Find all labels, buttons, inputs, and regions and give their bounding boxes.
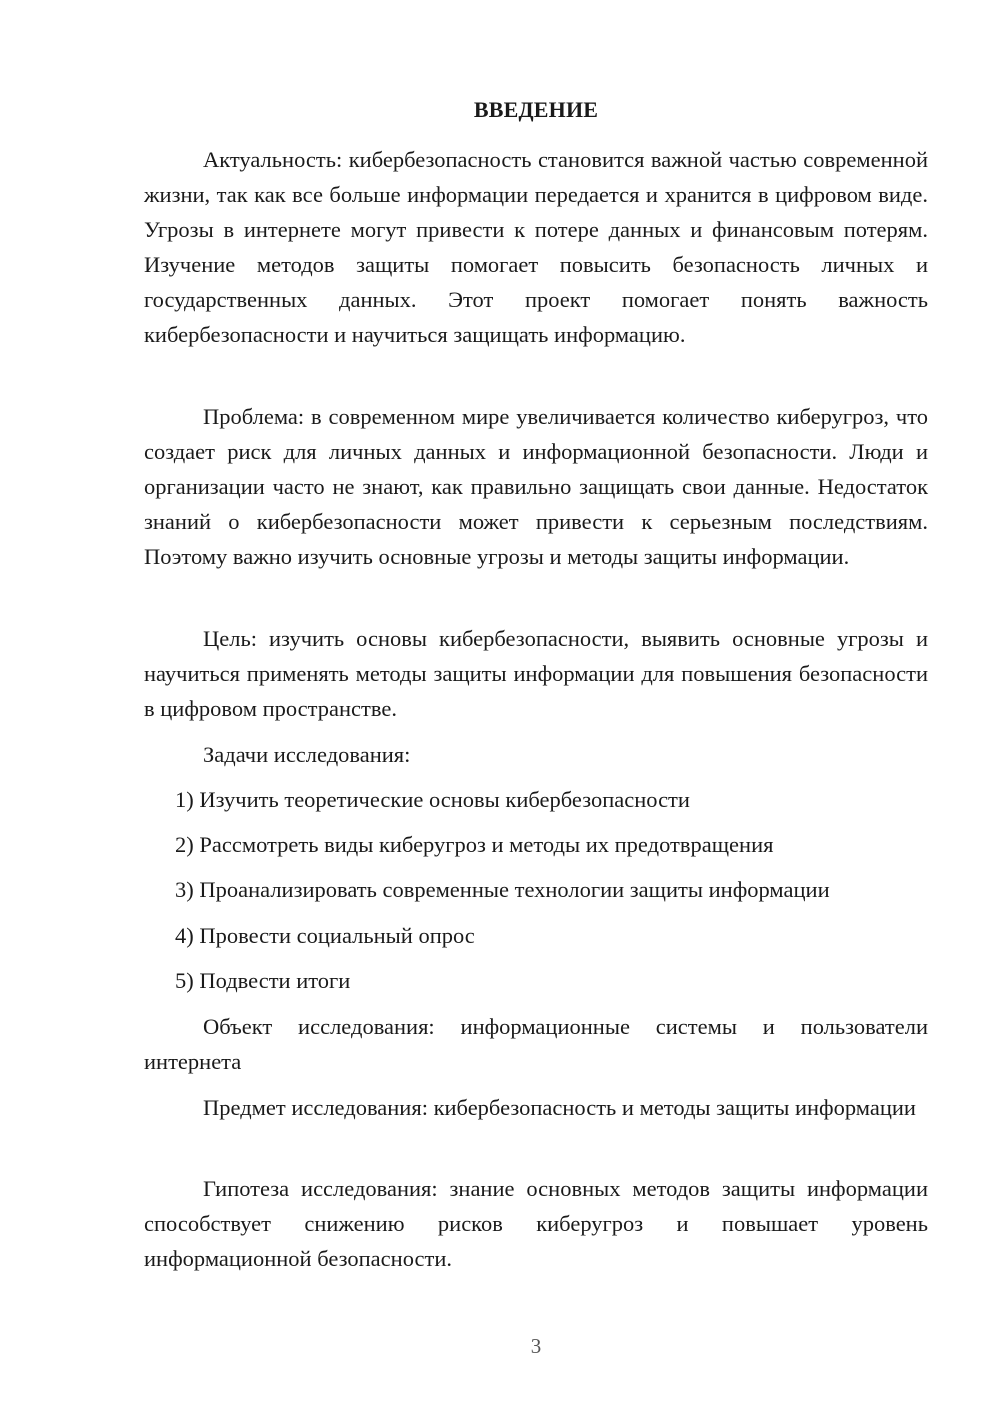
task-item-1: 1) Изучить теоретические основы кибербезопасности xyxy=(175,787,690,812)
paragraph-problem: Проблема: в современном мире увеличивается количество киберугроз, что создает риск для личных данных и информационной безопасности. Люди и организации часто не знают, как правильно защищать свои данные. Недостаток знаний о кибербезопасности может привести к серьезным последствиям. Поэтому важно изучить основные угрозы и методы защиты информации. xyxy=(144,404,928,569)
paragraph-hypothesis: Гипотеза исследования: знание основных методов защиты информации способствует снижению рисков киберугроз и повышает уровень информационной безопасности. xyxy=(144,1176,928,1271)
task-item-3: 3) Проанализировать современные технологии защиты информации xyxy=(175,877,830,902)
paragraph-relevance: Актуальность: кибербезопасность становится важной частью современной жизни, так как все больше информации передается и хранится в цифровом виде. Угрозы в интернете могут привести к потере данных и финансовым потерям. Изучение методов защиты помогает повысить безопасность личных и государственных данных. Этот проект помогает понять важность кибербезопасности и научиться защищать информацию. xyxy=(144,147,928,347)
paragraph-subject: Предмет исследования: кибербезопасность и методы защиты информации xyxy=(203,1095,916,1120)
task-item-5: 5) Подвести итоги xyxy=(175,968,351,993)
page-title: ВВЕДЕНИЕ xyxy=(473,97,599,122)
tasks-heading: Задачи исследования: xyxy=(203,742,411,767)
task-item-2: 2) Рассмотреть виды киберугроз и методы их предотвращения xyxy=(175,832,774,857)
paragraph-object: Объект исследования: информационные системы и пользователи интернета xyxy=(144,1014,928,1074)
page-number: 3 xyxy=(530,1334,542,1358)
paragraph-goal: Цель: изучить основы кибербезопасности, выявить основные угрозы и научиться применять методы защиты информации для повышения безопасности в цифровом пространстве. xyxy=(144,626,928,721)
task-item-4: 4) Провести социальный опрос xyxy=(175,923,475,948)
